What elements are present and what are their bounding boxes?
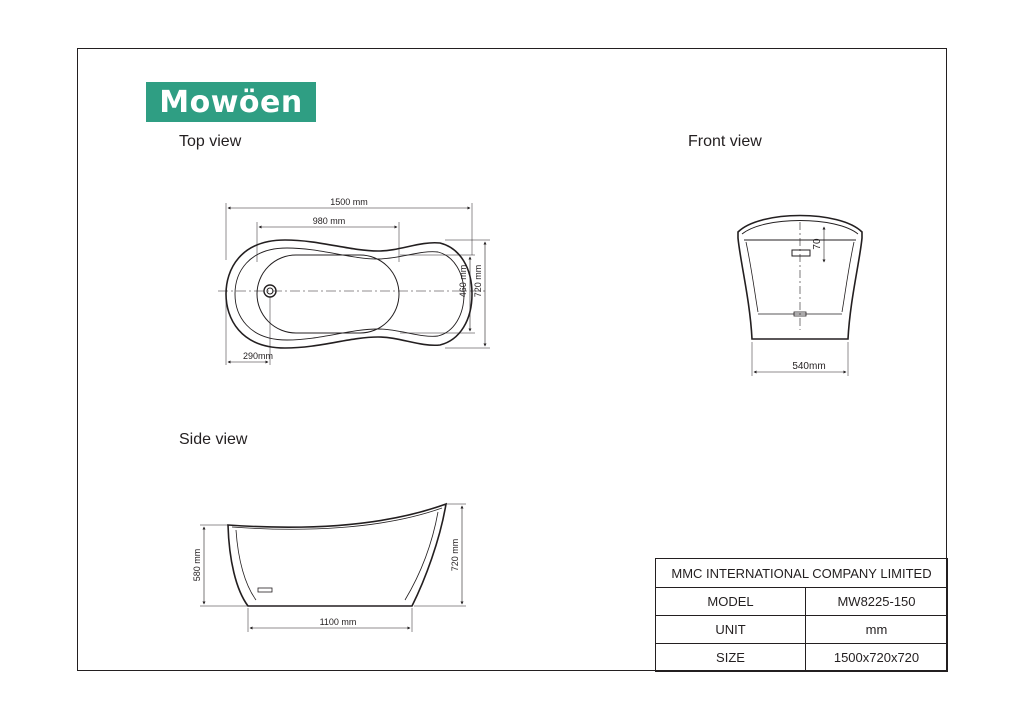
side-outline xyxy=(228,504,446,606)
unit-value: mm xyxy=(806,616,948,644)
dim-inner-width-460: 460 mm xyxy=(458,264,468,298)
model-value: MW8225-150 xyxy=(806,588,948,616)
brand-logo: Mowöen xyxy=(146,82,316,122)
model-label: MODEL xyxy=(656,588,806,616)
title-block xyxy=(655,558,948,672)
company-name: MMC INTERNATIONAL COMPANY LIMITED xyxy=(656,559,948,588)
unit-label: UNIT xyxy=(656,616,806,644)
dim-base-1100: 1100 mm xyxy=(319,617,357,627)
top-basin xyxy=(257,255,399,333)
dim-high-height-720: 720 mm xyxy=(450,538,460,572)
top-view-title: Top view xyxy=(179,133,242,150)
overflow-icon xyxy=(792,250,810,256)
dim-width-720: 720 mm xyxy=(473,264,483,298)
size-value: 1500x720x720 xyxy=(806,644,948,672)
dim-base-540: 540mm xyxy=(792,361,826,372)
top-view-drawing xyxy=(218,203,490,365)
size-label: SIZE xyxy=(656,644,806,672)
dim-low-height-580: 580 mm xyxy=(192,548,202,582)
front-view-drawing xyxy=(738,216,862,377)
side-view-title: Side view xyxy=(179,431,248,448)
dim-overflow-70: 70 xyxy=(812,238,823,250)
dim-inner-length-980: 980 mm xyxy=(312,216,346,226)
dim-drain-290: 290mm xyxy=(242,351,274,361)
side-view-drawing xyxy=(200,504,466,632)
front-view-title: Front view xyxy=(688,133,762,150)
dim-length-1500: 1500 mm xyxy=(330,197,368,207)
